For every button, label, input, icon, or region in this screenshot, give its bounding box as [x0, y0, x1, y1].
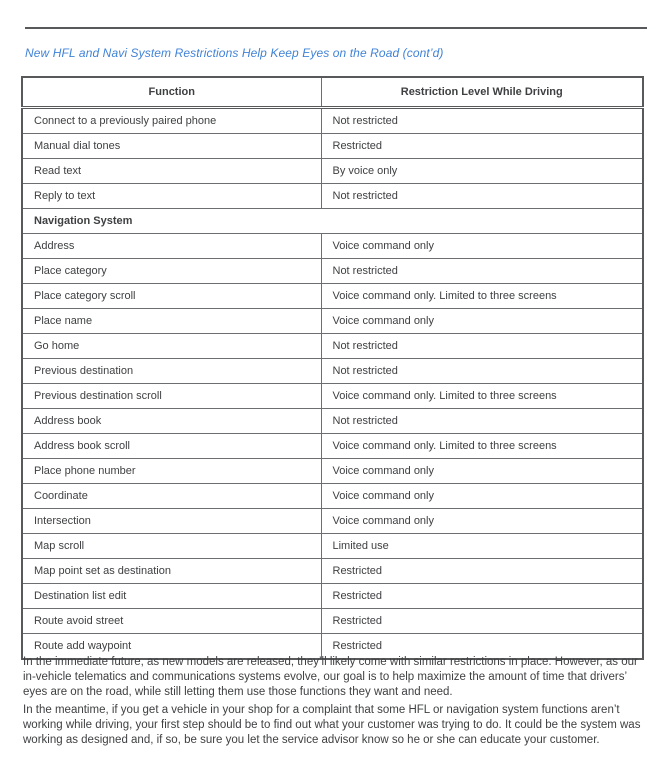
restrictions-table — [21, 76, 644, 660]
restriction-cell: Not restricted — [321, 108, 643, 134]
table-row — [22, 534, 643, 559]
function-cell: Address book — [22, 409, 321, 434]
table-row — [22, 234, 643, 259]
function-cell: Read text — [22, 159, 321, 184]
table-header — [22, 77, 643, 108]
table-row — [22, 359, 643, 384]
function-cell: Intersection — [22, 509, 321, 534]
restriction-cell: Voice command only. Limited to three screens — [321, 284, 643, 309]
section-row — [22, 209, 643, 234]
top-horizontal-rule — [25, 27, 647, 29]
restriction-cell: Restricted — [321, 584, 643, 609]
table-row — [22, 459, 643, 484]
restriction-cell: Restricted — [321, 559, 643, 584]
table-row — [22, 134, 643, 159]
table-row — [22, 259, 643, 284]
restriction-cell: Voice command only — [321, 484, 643, 509]
function-cell: Place category scroll — [22, 284, 321, 309]
paragraph-meantime: In the meantime, if you get a vehicle in your shop for a complaint that some HFL or navigation system functions aren’t working while driving, your first step should be to find out what your customer was trying to do. It could be the system was working as designed and, if so, be sure you let the service advisor know so he or she can educate your customer. — [23, 704, 641, 746]
restriction-cell: Voice command only — [321, 234, 643, 259]
function-cell: Reply to text — [22, 184, 321, 209]
table-row — [22, 434, 643, 459]
table-row — [22, 484, 643, 509]
table-row — [22, 509, 643, 534]
table-row — [22, 184, 643, 209]
table-row — [22, 584, 643, 609]
table-row — [22, 384, 643, 409]
function-cell: Place category — [22, 259, 321, 284]
table-row — [22, 159, 643, 184]
restriction-cell: Restricted — [321, 134, 643, 159]
restriction-cell: Voice command only — [321, 509, 643, 534]
table-row — [22, 609, 643, 634]
restriction-cell: By voice only — [321, 159, 643, 184]
restriction-cell: Voice command only — [321, 459, 643, 484]
restriction-cell: Restricted — [321, 609, 643, 634]
function-cell: Map point set as destination — [22, 559, 321, 584]
function-cell: Coordinate — [22, 484, 321, 509]
header-row — [22, 77, 643, 108]
table-row — [22, 409, 643, 434]
restriction-cell: Not restricted — [321, 184, 643, 209]
restriction-cell: Voice command only — [321, 309, 643, 334]
restriction-cell: Not restricted — [321, 259, 643, 284]
function-cell: Connect to a previously paired phone — [22, 108, 321, 134]
section-label: Navigation System — [22, 209, 643, 234]
header-restriction-level: Restriction Level While Driving — [321, 77, 643, 108]
function-cell: Route add waypoint — [22, 634, 321, 660]
function-cell: Previous destination — [22, 359, 321, 384]
restriction-cell: Not restricted — [321, 334, 643, 359]
table-row — [22, 309, 643, 334]
function-cell: Place phone number — [22, 459, 321, 484]
function-cell: Map scroll — [22, 534, 321, 559]
restriction-cell: Not restricted — [321, 359, 643, 384]
table-body — [22, 108, 643, 660]
function-cell: Go home — [22, 334, 321, 359]
restriction-cell: Not restricted — [321, 409, 643, 434]
function-cell: Previous destination scroll — [22, 384, 321, 409]
function-cell: Address book scroll — [22, 434, 321, 459]
article-title: New HFL and Navi System Restrictions Help Keep Eyes on the Road (cont’d) — [25, 46, 444, 60]
paragraph-immediate-future: In the immediate future, as new models are released, they’ll likely come with similar restrictions in place. However, as our in-vehicle telematics and communications systems evolve, our goal is to help maximize the amount of time that drivers’ eyes are on the road, while still letting them use those functions they want and need. — [23, 656, 638, 698]
table-row — [22, 108, 643, 134]
function-cell: Address — [22, 234, 321, 259]
function-cell: Place name — [22, 309, 321, 334]
function-cell: Manual dial tones — [22, 134, 321, 159]
restriction-cell: Limited use — [321, 534, 643, 559]
restriction-cell: Restricted — [321, 634, 643, 660]
restriction-cell: Voice command only. Limited to three screens — [321, 434, 643, 459]
table-row — [22, 334, 643, 359]
restriction-cell: Voice command only. Limited to three screens — [321, 384, 643, 409]
function-cell: Destination list edit — [22, 584, 321, 609]
table-row — [22, 559, 643, 584]
function-cell: Route avoid street — [22, 609, 321, 634]
header-function: Function — [22, 77, 321, 108]
table-row — [22, 284, 643, 309]
